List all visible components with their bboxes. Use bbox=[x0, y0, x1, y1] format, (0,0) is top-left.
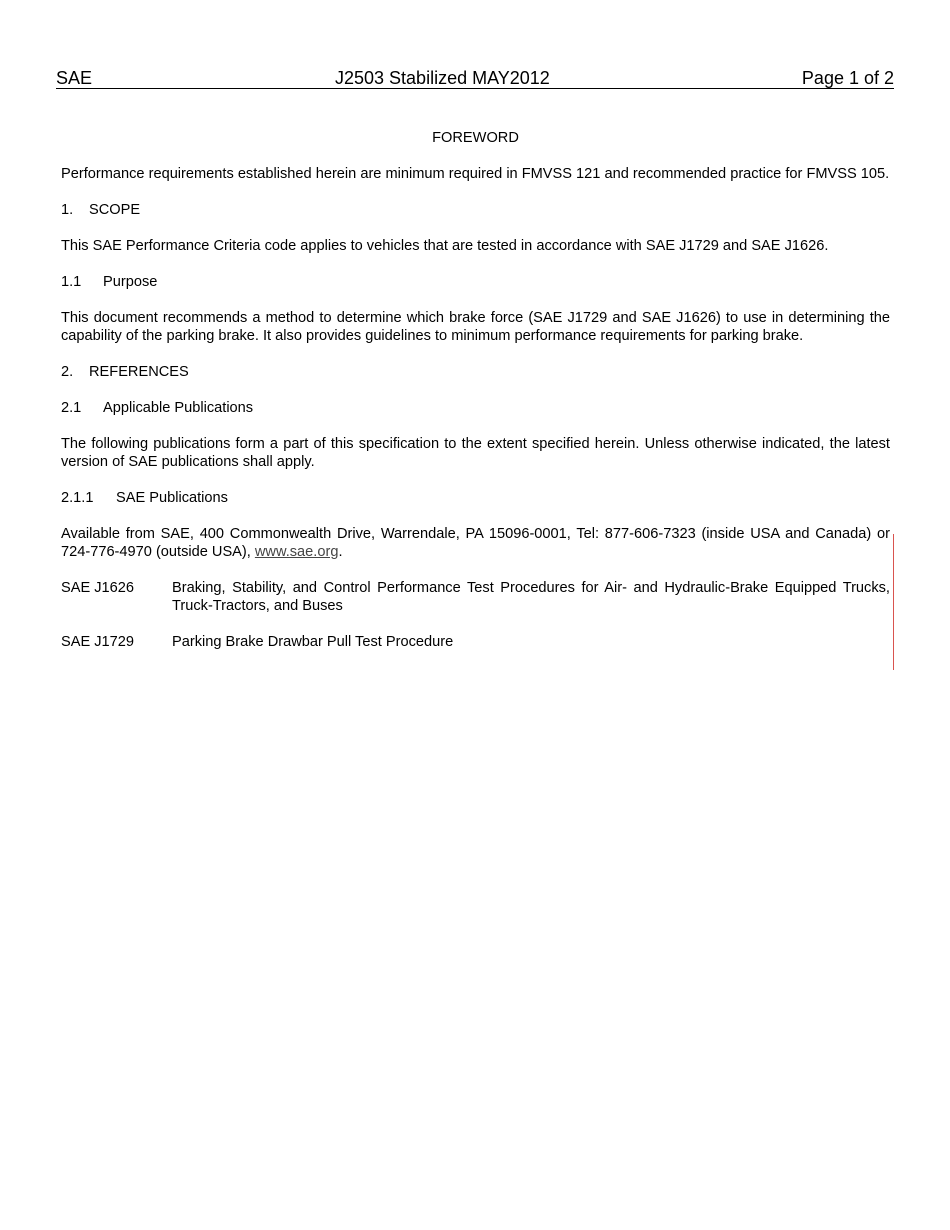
availability-text: Available from SAE, 400 Commonwealth Drive, Warrendale, PA 15096-0001, Tel: 877-606-7323 (inside USA and Canada) or 724-776-4970 (outside USA), bbox=[61, 526, 890, 560]
section-applicable-heading bbox=[61, 399, 890, 417]
header-org: SAE bbox=[56, 68, 93, 88]
reference-item bbox=[61, 579, 890, 615]
section-title: Purpose bbox=[103, 274, 158, 290]
section-number: 2.1.1 bbox=[61, 490, 94, 506]
reference-code: SAE J1729 bbox=[61, 634, 135, 650]
document-body bbox=[61, 129, 890, 669]
section-number: 2.1 bbox=[61, 400, 82, 416]
section-number: 1.1 bbox=[61, 274, 82, 290]
reference-item bbox=[61, 633, 890, 651]
reference-description: Parking Brake Drawbar Pull Test Procedure bbox=[172, 634, 454, 650]
section-title: SAE Publications bbox=[116, 490, 228, 506]
availability-text-end: . bbox=[338, 544, 343, 560]
section-number: 1. bbox=[61, 202, 74, 218]
revision-change-bar bbox=[893, 534, 894, 670]
applicable-text: The following publications form a part of this specification to the extent specified herein. Unless otherwise indicated, the latest version of SAE publications shall apply. bbox=[61, 436, 890, 470]
foreword-text: Performance requirements established herein are minimum required in FMVSS 121 and recommended practice for FMVSS 105. bbox=[61, 166, 890, 182]
section-title: SCOPE bbox=[89, 202, 141, 218]
foreword-title: FOREWORD bbox=[432, 130, 519, 146]
section-references-heading bbox=[61, 363, 890, 381]
section-sae-publications-heading bbox=[61, 489, 890, 507]
section-scope-heading bbox=[61, 201, 890, 219]
section-title: REFERENCES bbox=[89, 364, 189, 380]
sae-website-link[interactable]: www.sae.org bbox=[254, 544, 339, 560]
section-number: 2. bbox=[61, 364, 74, 380]
header-page-number: Page 1 of 2 bbox=[801, 68, 894, 88]
purpose-text: This document recommends a method to determine which brake force (SAE J1729 and SAE J1626) to use in determining the capability of the parking brake. It also provides guidelines to minimum performance requirements for parking brake. bbox=[61, 310, 890, 344]
reference-description: Braking, Stability, and Control Performance Test Procedures for Air- and Hydraulic-Brake Equipped Trucks, Truck-Tractors, and Buses bbox=[172, 580, 890, 614]
page-header bbox=[56, 68, 894, 89]
section-purpose-heading bbox=[61, 273, 890, 291]
section-title: Applicable Publications bbox=[103, 400, 254, 416]
header-doc-id: J2503 Stabilized MAY2012 bbox=[335, 68, 550, 88]
reference-code: SAE J1626 bbox=[61, 580, 135, 596]
sae-publications-text bbox=[61, 525, 890, 561]
scope-text: This SAE Performance Criteria code applies to vehicles that are tested in accordance with SAE J1729 and SAE J1626. bbox=[61, 238, 829, 254]
